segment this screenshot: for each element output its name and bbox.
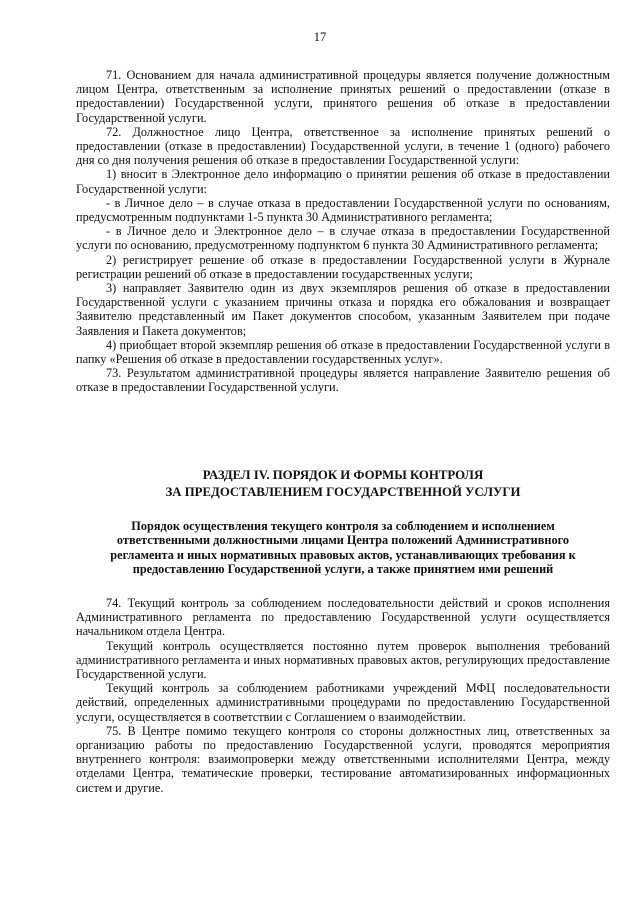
paragraph-71: 71. Основанием для начала административной процедуры является получение должностным лицом Центра, ответственным за исполнение принятых решений о предоставлении (отказе в предоставлении) Государственной услуги, принятого решения об отказе в предоставлении Государственной услуги.: [76, 68, 610, 125]
section-heading-line-1: РАЗДЕЛ IV. ПОРЯДОК И ФОРМЫ КОНТРОЛЯ: [202, 468, 484, 482]
subheading-line-1: Порядок осуществления текущего контроля за соблюдением и исполнением: [131, 519, 555, 533]
list-item-3: 3) направляет Заявителю один из двух экземпляров решения об отказе в предоставлении Государственной услуги с указанием причины отказа и порядка его обжалования и возвращает Заявителю представленный им Пакет документов способом, указанным Заявителем при подаче Заявления и Пакета документов;: [76, 281, 610, 338]
procedure-text-block: [76, 68, 610, 395]
paragraph-continuous-control: Текущий контроль осуществляется постоянно путем проверок выполнения требований административного регламента и иных нормативных правовых актов, регулирующих предоставление Государственной услуги.: [76, 638, 610, 682]
sub-item-personal-file: - в Личное дело – в случае отказа в предоставлении Государственной услуги по основаниям, предусмотренным подпунктами 1-5 пункта 30 Административного регламента;: [76, 195, 610, 225]
list-item-1: 1) вносит в Электронное дело информацию о принятии решения об отказе в предоставлении Государственной услуги:: [76, 167, 610, 196]
paragraph-72: 72. Должностное лицо Центра, ответственное за исполнение принятых решений о предоставлении (отказе в предоставлении) Государственной услуги, в течение 1 (одного) рабочего дня со дня получения решения об отказе в предоставлении Государственной услуги:: [76, 124, 610, 168]
page-number: 17: [313, 30, 327, 44]
section-heading-line-2: ЗА ПРЕДОСТАВЛЕНИЕМ ГОСУДАРСТВЕННОЙ УСЛУГИ: [165, 485, 521, 499]
subheading: [76, 519, 610, 577]
control-text-block: [76, 596, 610, 795]
section-heading: [76, 467, 610, 501]
subheading-line-4: предоставлению Государственной услуги, а также принятием ими решений: [132, 562, 554, 577]
subheading-line-2: ответственными должностными лицами Центра положений Административного: [116, 533, 570, 548]
paragraph-74: 74. Текущий контроль за соблюдением последовательности действий и сроков исполнения Административного регламента по предоставлению Государственной услуги осуществляется начальником отдела Центра.: [76, 596, 610, 639]
paragraph-75: 75. В Центре помимо текущего контроля со стороны должностных лиц, ответственных за организацию работы по предоставлению Государственной услуги, проводятся мероприятия внутреннего контроля: взаимопроверки между ответственными исполнителями Центра, между отделами Центра, тематические проверки, тестирование автоматизированных информационных систем и другие.: [76, 723, 610, 795]
list-item-4: 4) приобщает второй экземпляр решения об отказе в предоставлении Государственной услуги в папку «Решения об отказе в предоставлении государственных услуг».: [76, 337, 610, 367]
paragraph-mfc-control: Текущий контроль за соблюдением работниками учреждений МФЦ последовательности действий, определенных административными процедурами по предоставлению Государственной услуги, осуществляется в соответствии с Соглашением о взаимодействии.: [76, 681, 610, 724]
sub-item-electronic-file: - в Личное дело и Электронное дело – в случае отказа в предоставлении Государственной услуги по основанию, предусмотренному подпунктом 6 пункта 30 Административного регламента;: [76, 224, 610, 253]
subheading-line-3: регламента и иных нормативных правовых актов, устанавливающих требования к: [110, 547, 576, 562]
list-item-2: 2) регистрирует решение об отказе в предоставлении Государственной услуги в Журнале регистрации решений об отказе в предоставлении государственных услуги;: [76, 252, 610, 281]
paragraph-73: 73. Результатом административной процедуры является направление Заявителю решения об отказе в предоставлении Государственной услуги.: [76, 366, 610, 395]
